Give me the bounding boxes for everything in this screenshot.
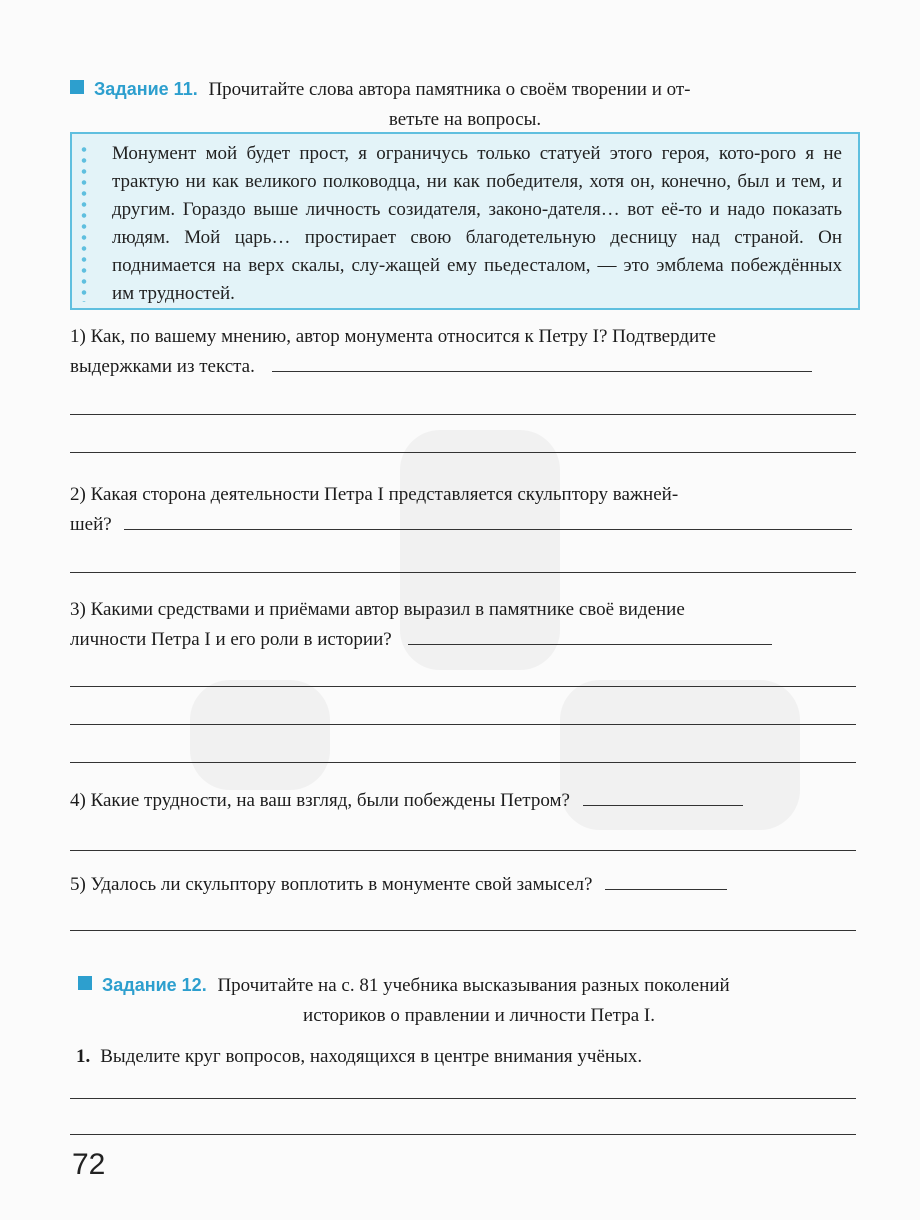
- question-3-line2-row: [70, 625, 860, 655]
- task-12-heading: [70, 970, 860, 1031]
- task-12-item-1-text: Выделите круг вопросов, находящихся в центре внимания учёных.: [100, 1046, 643, 1067]
- square-bullet-icon: [78, 976, 92, 990]
- answer-line[interactable]: [70, 414, 856, 415]
- task-12-title-line1: Прочитайте на с. 81 учебника высказывания разных поколений: [217, 975, 730, 996]
- answer-line[interactable]: [70, 1134, 856, 1135]
- task-12-title-line2: историков о правлении и личности Петра I.: [303, 1005, 655, 1026]
- quote-box: [70, 132, 860, 310]
- question-5-text: 5) Удалось ли скульптору воплотить в монументе свой замысел?: [70, 874, 593, 895]
- question-2: [70, 480, 860, 540]
- square-bullet-icon: [70, 80, 84, 94]
- question-3-line1: 3) Какими средствами и приёмами автор выразил в памятнике своё видение: [70, 599, 685, 620]
- question-2-line2-row: [70, 510, 860, 540]
- answer-line[interactable]: [70, 572, 856, 573]
- task-11-title-line1: Прочитайте слова автора памятника о своём творении и от-: [208, 79, 691, 100]
- task-11-heading: [70, 74, 860, 135]
- answer-line[interactable]: [70, 452, 856, 453]
- answer-line[interactable]: [70, 850, 856, 851]
- question-4-text: 4) Какие трудности, на ваш взгляд, были побеждены Петром?: [70, 790, 570, 811]
- question-3: [70, 595, 860, 655]
- page-number: 72: [72, 1148, 106, 1181]
- task-12-item-1: [76, 1042, 866, 1072]
- answer-line[interactable]: [70, 1098, 856, 1099]
- answer-line[interactable]: [272, 355, 812, 372]
- answer-line[interactable]: [70, 930, 856, 931]
- question-1-line2-row: [70, 352, 860, 382]
- answer-line[interactable]: [70, 724, 856, 725]
- bleed-through-shape: [190, 680, 330, 790]
- question-1-line2: выдержками из текста.: [70, 356, 255, 377]
- task-12-label: Задание 12.: [102, 975, 207, 995]
- quote-text: Монумент мой будет прост, я ограничусь только статуей этого героя, кото-рого я не трактую ни как великого полководца, ни как победителя, хотя он, конечно, был и тем, и другим. Гораздо выше личность созидателя, законо-дателя… вот её-то и надо показать людям. Мой царь… простирает свою благодетельную десницу над страной. Он поднимается на верх скалы, слу-жащей ему пьедесталом, — это эмблема побеждённых им трудностей.: [112, 143, 842, 304]
- question-5: [70, 870, 860, 900]
- answer-line[interactable]: [408, 628, 772, 645]
- question-3-line2: личности Петра I и его роли в истории?: [70, 629, 392, 650]
- question-1: [70, 322, 860, 382]
- question-2-line2: шей?: [70, 514, 112, 535]
- answer-line[interactable]: [605, 873, 727, 890]
- answer-line[interactable]: [583, 789, 743, 806]
- answer-line[interactable]: [70, 686, 856, 687]
- question-4: [70, 786, 860, 816]
- task-11-label: Задание 11.: [94, 79, 198, 99]
- answer-line[interactable]: [124, 513, 852, 530]
- question-2-line1: 2) Какая сторона деятельности Петра I представляется скульптору важней-: [70, 484, 679, 505]
- task-11-title-line2: ветьте на вопросы.: [388, 109, 542, 130]
- answer-line[interactable]: [70, 762, 856, 763]
- question-1-line1: 1) Как, по вашему мнению, автор монумента относится к Петру I? Подтвердите: [70, 326, 716, 347]
- task-12-item-1-number: 1.: [76, 1046, 91, 1067]
- dotted-border-icon: [79, 144, 89, 302]
